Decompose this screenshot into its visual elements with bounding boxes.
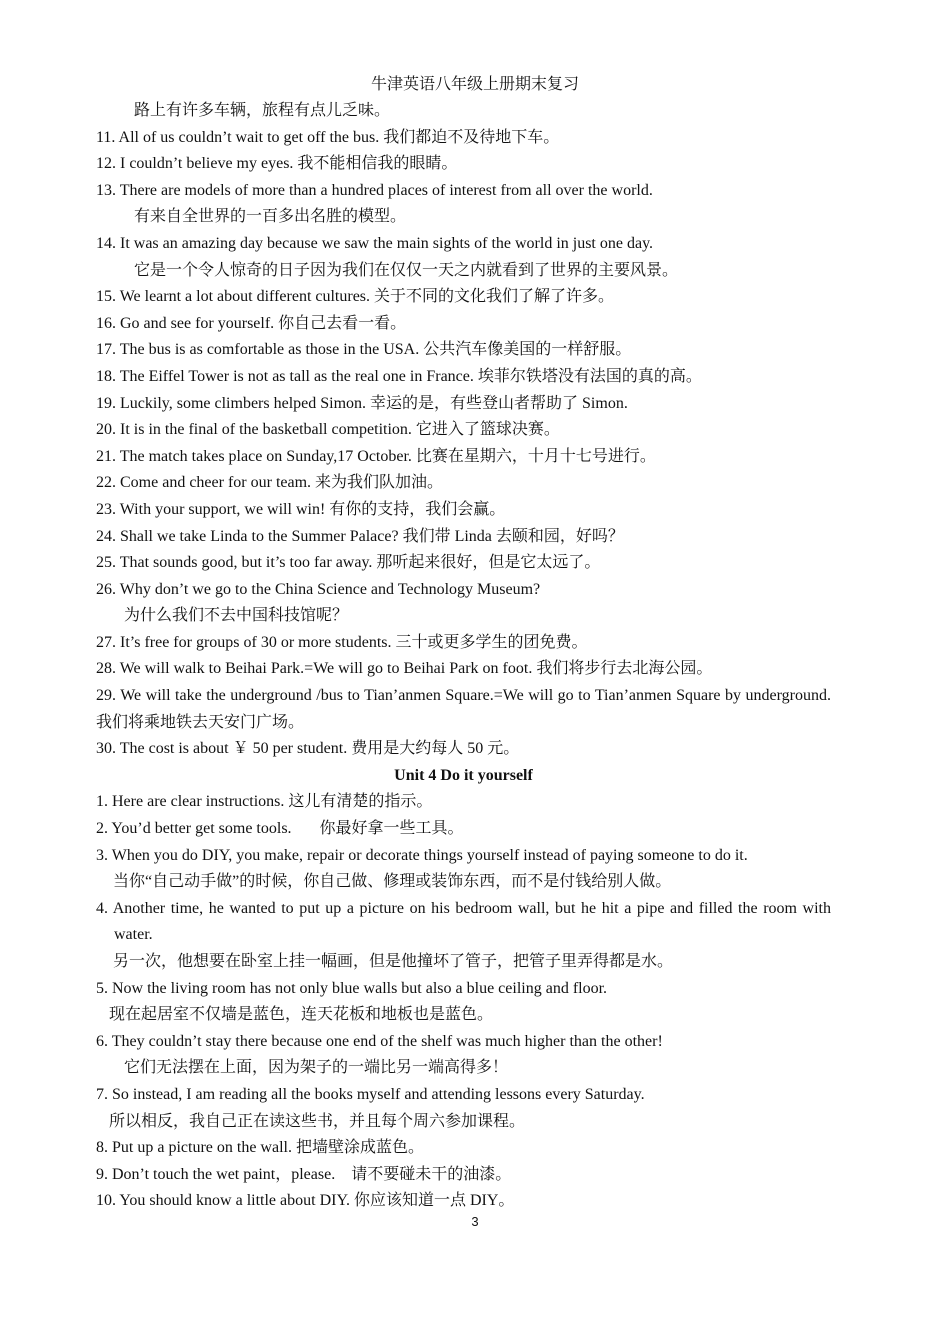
text-line: 19. Luckily, some climbers helped Simon. 幸运的是，有些登山者帮助了 Simon.	[96, 394, 628, 412]
text-line: 15. We learnt a lot about different cultures. 关于不同的文化我们了解了许多。	[96, 288, 615, 306]
text-line: 24. Shall we take Linda to the Summer Palace? 我们带 Linda 去颐和园，好吗？	[96, 527, 624, 545]
text-line: 27. It’s free for groups of 30 or more students. 三十或更多学生的团免费。	[96, 633, 588, 651]
document-body	[96, 98, 831, 1215]
text-line: 4. Another time, he wanted to put up a picture on his bedroom wall, but he hit a pipe and filled the room with water.	[96, 899, 831, 944]
text-line: 2. You’d better get some tools. 你最好拿一些工具。	[96, 820, 464, 838]
text-line: 9. Don’t touch the wet paint，please. 请不要碰未干的油漆。	[96, 1165, 512, 1183]
text-line: 13. There are models of more than a hundred places of interest from all over the world.	[96, 181, 653, 199]
text-line: 20. It is in the final of the basketball competition. 它进入了篮球决赛。	[96, 421, 560, 439]
text-line: 21. The match takes place on Sunday,17 October. 比赛在星期六，十月十七号进行。	[96, 447, 656, 465]
text-line: 26. Why don’t we go to the China Science and Technology Museum?	[96, 580, 541, 598]
text-line: 8. Put up a picture on the wall. 把墙壁涂成蓝色。	[96, 1139, 424, 1157]
text-line: 它是一个令人惊奇的日子因为我们在仅仅一天之内就看到了世界的主要风景。	[134, 261, 679, 279]
text-line: 25. That sounds good, but it’s too far away. 那听起来很好，但是它太远了。	[96, 554, 601, 572]
text-line: 22. Come and cheer for our team. 来为我们队加油。	[96, 474, 444, 492]
text-line: 28. We will walk to Beihai Park.=We will go to Beihai Park on foot. 我们将步行去北海公园。	[96, 660, 713, 678]
text-line: 所以相反，我自己正在读这些书，并且每个周六参加课程。	[109, 1112, 526, 1130]
text-line: 30. The cost is about ￥ 50 per student. 费用是大约每人 50 元。	[96, 740, 520, 758]
text-line: 14. It was an amazing day because we saw the main sights of the world in just one day.	[96, 234, 654, 252]
text-line: 另一次，他想要在卧室上挂一幅画，但是他撞坏了管子，把管子里弄得都是水。	[113, 953, 674, 970]
text-line: 7. So instead, I am reading all the books myself and attending lessons every Saturday.	[96, 1085, 645, 1103]
text-line: 6. They couldn’t stay there because one end of the shelf was much higher than the other!	[96, 1032, 663, 1050]
text-line: 17. The bus is as comfortable as those in the USA. 公共汽车像美国的一样舒服。	[96, 341, 632, 359]
page-header-title: 牛津英语八年级上册期末复习	[370, 76, 579, 93]
page-number: 3	[471, 1214, 479, 1229]
text-line: 为什么我们不去中国科技馆呢？	[124, 607, 349, 625]
text-line: 它们无法摆在上面，因为架子的一端比另一端高得多！	[124, 1059, 509, 1077]
text-line: 11. All of us couldn’t wait to get off the bus. 我们都迫不及待地下车。	[96, 128, 560, 146]
text-line: 有来自全世界的一百多出名胜的模型。	[134, 208, 407, 226]
text-line: 路上有许多车辆，旅程有点儿乏味。	[134, 102, 391, 119]
text-line: 3. When you do DIY, you make, repair or decorate things yourself instead of paying someone to do it.	[96, 846, 748, 864]
text-line: 18. The Eiffel Tower is not as tall as the real one in France. 埃菲尔铁塔没有法国的真的高。	[96, 367, 702, 385]
text-line: 1. Here are clear instructions. 这儿有清楚的指示。	[96, 793, 433, 811]
text-line: 5. Now the living room has not only blue walls but also a blue ceiling and floor.	[96, 979, 608, 997]
text-line: 现在起居室不仅墙是蓝色，连天花板和地板也是蓝色。	[109, 1006, 494, 1024]
text-line: 12. I couldn’t believe my eyes. 我不能相信我的眼睛。	[96, 155, 458, 173]
unit-heading: Unit 4 Do it yourself	[394, 766, 533, 784]
text-line: 23. With your support, we will win! 有你的支持，我们会赢。	[96, 500, 506, 518]
text-line: 当你“自己动手做”的时候，你自己做、修理或装饰东西，而不是付钱给别人做。	[113, 873, 672, 891]
text-line: 29. We will take the underground /bus to Tian’anmen Square.=We will go to Tian’anmen Square by underground. 我们将乘地铁去天安门广场。	[96, 687, 831, 731]
text-line: 16. Go and see for yourself. 你自己去看一看。	[96, 314, 407, 332]
text-line: 10. You should know a little about DIY. 你应该知道一点 DIY。	[96, 1192, 515, 1210]
